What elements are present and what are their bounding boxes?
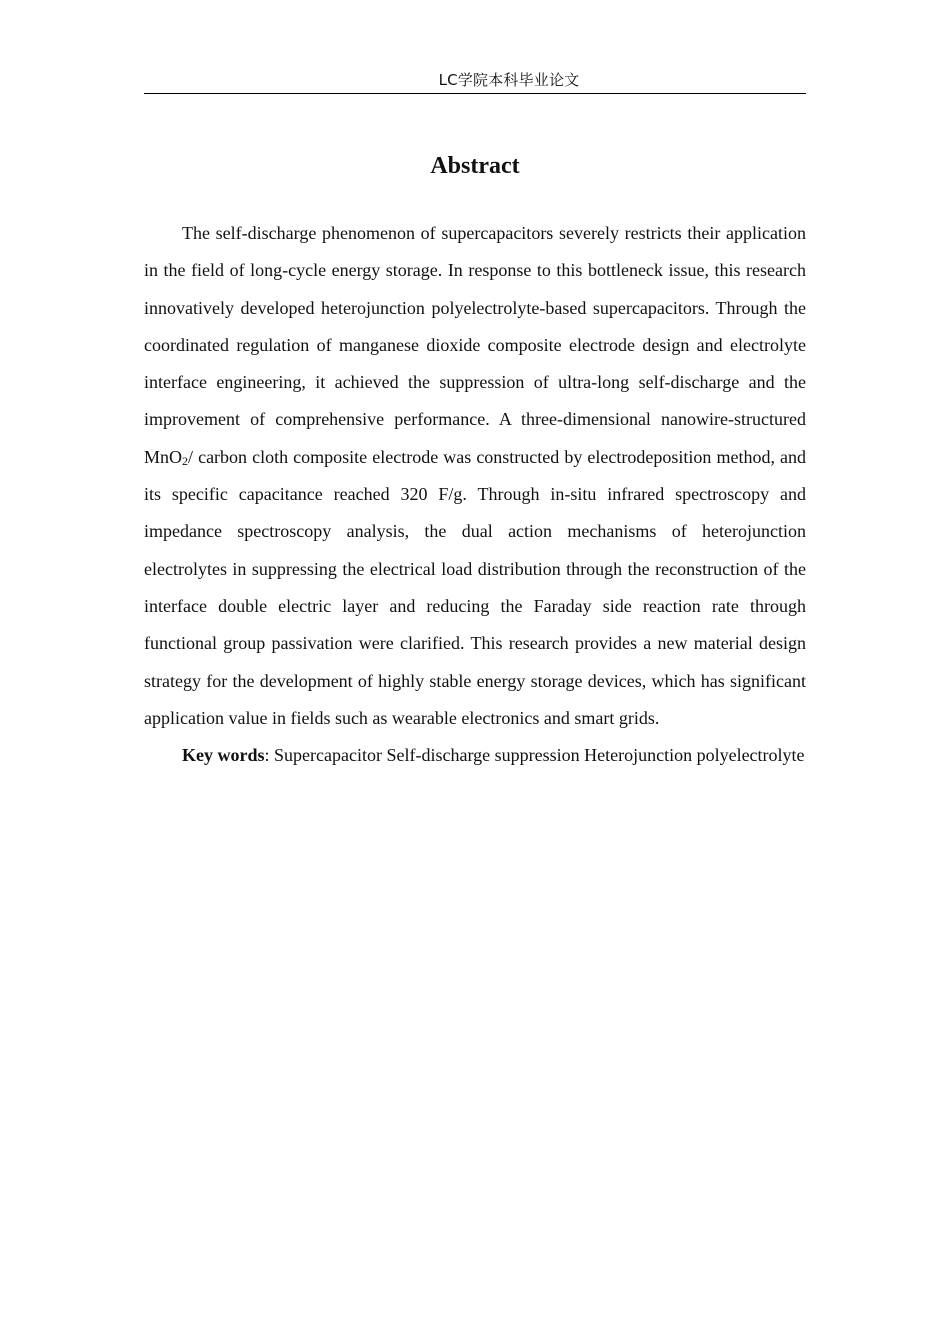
abstract-text-part-1: The self-discharge phenomenon of supercapacitors severely restricts their application in the field of long-cycle energy storage. In response to this bottleneck issue, this research innovatively developed heterojunction polyelectrolyte-based supercapacitors. Through the coordinated regulation of manganese dioxide composite electrode design and electrolyte interface engineering, it achieved the suppression of ultra-long self-discharge and the improvement of comprehensive performance. A three-dimensional nanowire-structured MnO [144, 223, 806, 467]
formula-subscript: 2 [182, 453, 189, 468]
abstract-paragraph [144, 215, 806, 737]
keywords-label: Key words [182, 745, 265, 766]
keywords-paragraph [144, 737, 806, 774]
keyword-item: Heterojunction polyelectrolyte [584, 745, 805, 766]
keywords-separator: : [264, 745, 270, 766]
abstract-body [144, 215, 806, 774]
keyword-item: Self-discharge suppression [386, 745, 580, 766]
keyword-item: Supercapacitor [274, 745, 382, 766]
abstract-text-part-2: / carbon cloth composite electrode was constructed by electrodeposition method, and its specific capacitance reached 320 F/g. Through in-situ infrared spectroscopy and impedance spectroscopy analysis, the dual action mechanisms of heterojunction electrolytes in suppressing the electrical load distribution through the reconstruction of the interface double electric layer and reducing the Faraday side reaction rate through functional group passivation were clarified. This research provides a new material design strategy for the development of highly stable energy storage devices, which has significant application value in fields such as wearable electronics and smart grids. [144, 446, 806, 728]
abstract-heading: Abstract [430, 153, 520, 179]
header-title: LC学院本科毕业论文 [438, 71, 580, 89]
page-header [144, 66, 806, 94]
